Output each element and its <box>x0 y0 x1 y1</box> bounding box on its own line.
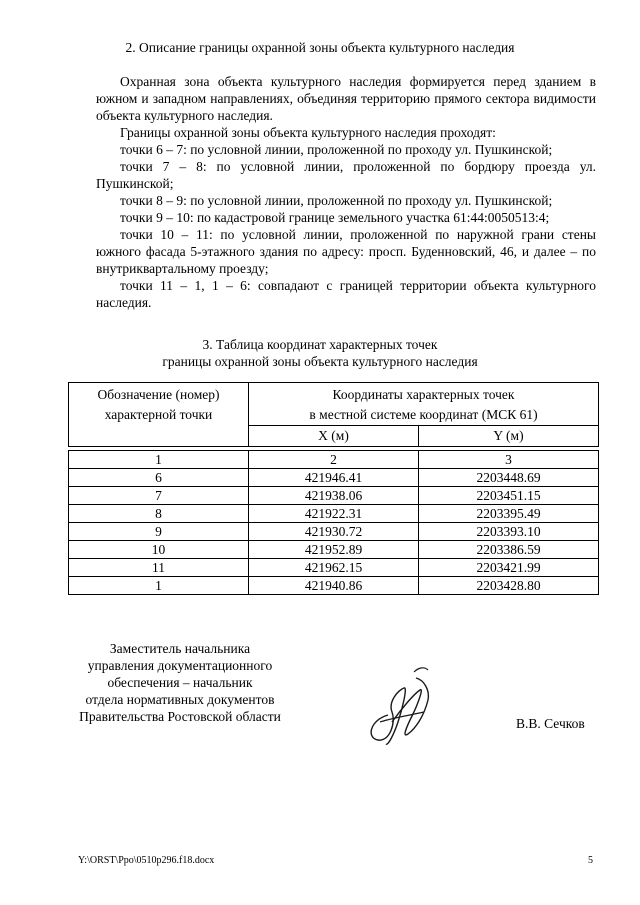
signer-title-line: Правительства Ростовской области <box>79 709 281 724</box>
paragraph: точки 9 – 10: по кадастровой границе земельного участка 61:44:0050513:4; <box>120 210 550 225</box>
table-cell: 421946.41 <box>249 469 419 487</box>
header-point-line: Обозначение (номер) <box>97 387 220 402</box>
signer-title-line: обеспечения – начальник <box>107 675 253 690</box>
paragraph: точки 8 – 9: по условной линии, проложенной по проходу ул. Пушкинской; <box>120 193 553 208</box>
header-point-line: характерной точки <box>104 407 213 422</box>
table-cell: 3 <box>419 451 599 469</box>
signer-title-line: управления документационного <box>87 658 273 673</box>
table-cell: 1 <box>69 451 249 469</box>
table-cell: 2203386.59 <box>419 541 599 559</box>
table-cell: 421938.06 <box>249 487 419 505</box>
table-row <box>69 469 599 487</box>
table-cell: 2203421.99 <box>419 559 599 577</box>
header-y: Y (м) <box>419 426 599 447</box>
section-3-title-line: границы охранной зоны объекта культурного наследия <box>162 354 478 369</box>
section-2-body <box>96 73 596 311</box>
header-coords <box>249 383 599 426</box>
table-cell: 421962.15 <box>249 559 419 577</box>
table-row <box>69 541 599 559</box>
table-row <box>69 559 599 577</box>
page-number: 5 <box>588 855 593 866</box>
table-cell: 2203448.69 <box>419 469 599 487</box>
coordinates-table <box>68 382 599 595</box>
signer-title-line: отдела нормативных документов <box>85 692 275 707</box>
table-row <box>69 523 599 541</box>
section-2-title: 2. Описание границы охранной зоны объекта культурного наследия <box>125 40 515 55</box>
table-cell: 2203451.15 <box>419 487 599 505</box>
table-cell: 9 <box>69 523 249 541</box>
table-cell: 2203395.49 <box>419 505 599 523</box>
table-cell: 421952.89 <box>249 541 419 559</box>
table-cell: 2203428.80 <box>419 577 599 595</box>
handwritten-signature-icon <box>358 660 438 750</box>
paragraph: точки 10 – 11: по условной линии, проложенной по наружной грани стены южного фасада 5-этажного здания по адресу: просп. Буденновский, 46, и далее – по внутриквартальному проезду; <box>96 227 596 276</box>
paragraph: точки 7 – 8: по условной линии, проложенной по бордюру проезда ул. Пушкинской; <box>96 159 596 191</box>
signer-name: В.В. Сечков <box>516 716 585 731</box>
table-numbering-row <box>69 451 599 469</box>
table-row <box>69 505 599 523</box>
footer-file-path: Y:\ORST\Ppo\0510p296.f18.docx <box>78 855 215 866</box>
header-x: X (м) <box>249 426 419 447</box>
table-row <box>69 577 599 595</box>
table-cell: 421930.72 <box>249 523 419 541</box>
table-cell: 2 <box>249 451 419 469</box>
signer-title <box>60 640 300 725</box>
table-cell: 421922.31 <box>249 505 419 523</box>
table-cell: 2203393.10 <box>419 523 599 541</box>
table-row <box>69 487 599 505</box>
section-3-title <box>0 336 640 370</box>
table-cell: 7 <box>69 487 249 505</box>
table-cell: 11 <box>69 559 249 577</box>
header-coords-line: Координаты характерных точек <box>332 387 515 402</box>
signer-title-line: Заместитель начальника <box>109 641 251 656</box>
table-cell: 8 <box>69 505 249 523</box>
header-coords-line: в местной системе координат (МСК 61) <box>309 407 538 422</box>
paragraph: Охранная зона объекта культурного наследия формируется перед зданием в южном и западном направлениях, объединяя территорию прямого сектора видимости объекта культурного наследия. <box>96 74 596 123</box>
table-cell: 6 <box>69 469 249 487</box>
paragraph: точки 6 – 7: по условной линии, проложенной по проходу ул. Пушкинской; <box>120 142 553 157</box>
table-cell: 10 <box>69 541 249 559</box>
paragraph: Границы охранной зоны объекта культурного наследия проходят: <box>120 125 496 140</box>
table-cell: 421940.86 <box>249 577 419 595</box>
section-3-title-line: 3. Таблица координат характерных точек <box>202 337 438 352</box>
header-point <box>69 383 249 447</box>
paragraph: точки 11 – 1, 1 – 6: совпадают с границей территории объекта культурного наследия. <box>96 278 596 310</box>
table-cell: 1 <box>69 577 249 595</box>
